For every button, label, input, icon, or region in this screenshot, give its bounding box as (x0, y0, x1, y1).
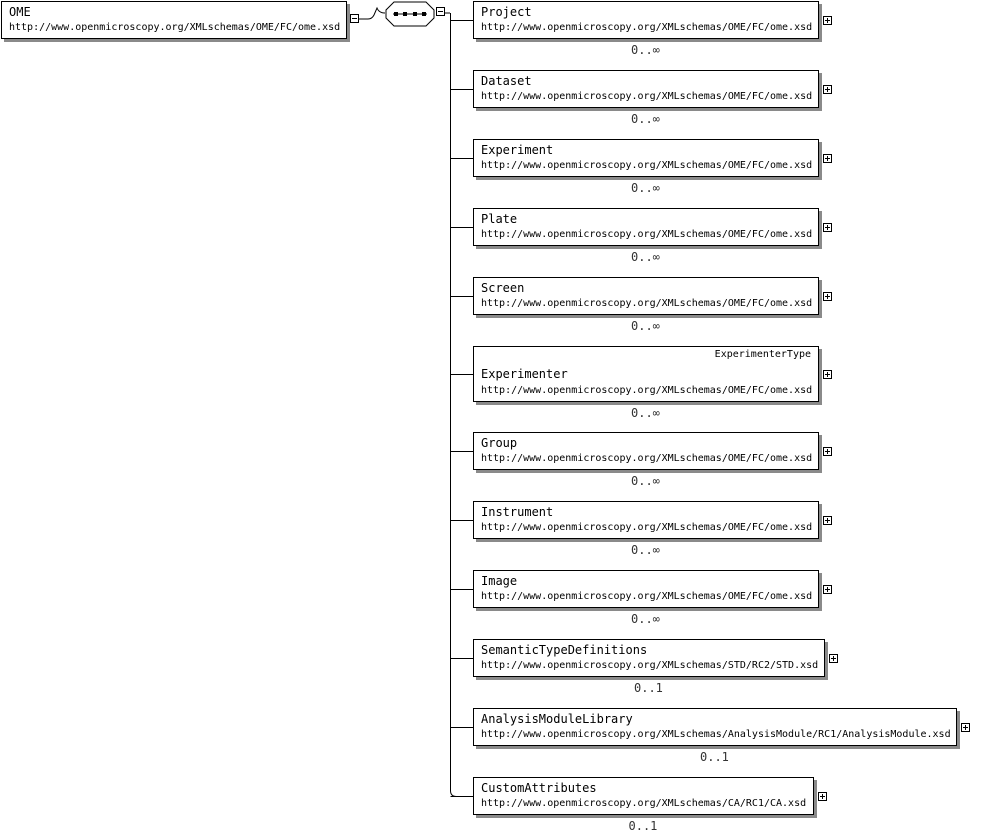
cardinality-label: 0..∞ (631, 406, 660, 420)
cardinality-label: 0..1 (634, 681, 663, 695)
element-box-image[interactable] (473, 570, 819, 608)
expand-plus-icon[interactable] (823, 154, 832, 163)
root-element-name: OME (9, 5, 31, 19)
element-namespace: http://www.openmicroscopy.org/XMLschemas/OME/FC/ome.xsd (481, 298, 813, 309)
element-box-dataset[interactable] (473, 70, 819, 108)
sequence-collapse-minus-icon[interactable] (436, 7, 445, 16)
element-namespace: http://www.openmicroscopy.org/XMLschemas/OME/FC/ome.xsd (481, 591, 813, 602)
element-box-experiment[interactable] (473, 139, 819, 177)
element-name: Screen (481, 281, 525, 295)
cardinality-label: 0..∞ (631, 543, 660, 557)
expand-plus-icon[interactable] (823, 370, 832, 379)
element-namespace: http://www.openmicroscopy.org/XMLschemas/OME/FC/ome.xsd (481, 22, 813, 33)
cardinality-label: 0..∞ (631, 319, 660, 333)
cardinality-label: 0..1 (700, 750, 729, 764)
element-box-analysismodulelibrary[interactable] (473, 708, 957, 746)
element-box-project[interactable] (473, 1, 819, 39)
element-name: AnalysisModuleLibrary (481, 712, 633, 726)
sequence-compositor-icon[interactable] (385, 1, 435, 27)
element-name: Experiment (481, 143, 554, 157)
element-box-screen[interactable] (473, 277, 819, 315)
expand-plus-icon[interactable] (829, 654, 838, 663)
expand-plus-icon[interactable] (961, 723, 970, 732)
expand-plus-icon[interactable] (823, 516, 832, 525)
cardinality-label: 0..∞ (631, 474, 660, 488)
element-namespace: http://www.openmicroscopy.org/XMLschemas/OME/FC/ome.xsd (481, 453, 813, 464)
expand-plus-icon[interactable] (823, 16, 832, 25)
element-namespace: http://www.openmicroscopy.org/XMLschemas/STD/RC2/STD.xsd (481, 660, 819, 671)
expand-plus-icon[interactable] (823, 85, 832, 94)
element-name: Plate (481, 212, 518, 226)
cardinality-label: 0..∞ (631, 181, 660, 195)
root-collapse-minus-icon[interactable] (350, 14, 359, 23)
element-name: Instrument (481, 505, 554, 519)
expand-plus-icon[interactable] (823, 447, 832, 456)
element-namespace: http://www.openmicroscopy.org/XMLschemas/AnalysisModule/RC1/AnalysisModule.xsd (481, 729, 951, 740)
element-name: Experimenter (481, 367, 568, 381)
cardinality-label: 0..1 (628, 819, 658, 833)
element-namespace: http://www.openmicroscopy.org/XMLschemas/OME/FC/ome.xsd (481, 160, 813, 171)
element-box-customattributes[interactable] (473, 777, 814, 815)
root-element-box[interactable] (1, 1, 347, 39)
element-box-plate[interactable] (473, 208, 819, 246)
element-namespace: http://www.openmicroscopy.org/XMLschemas/CA/RC1/CA.xsd (481, 798, 807, 809)
element-box-instrument[interactable] (473, 501, 819, 539)
element-name: CustomAttributes (481, 781, 597, 795)
cardinality-label: 0..∞ (631, 612, 660, 626)
element-namespace: http://www.openmicroscopy.org/XMLschemas/OME/FC/ome.xsd (481, 385, 813, 396)
element-name: Group (481, 436, 518, 450)
sequence-trunk-line (451, 13, 457, 797)
element-namespace: http://www.openmicroscopy.org/XMLschemas/OME/FC/ome.xsd (481, 229, 813, 240)
element-name: SemanticTypeDefinitions (481, 643, 648, 657)
expand-plus-icon[interactable] (823, 585, 832, 594)
element-namespace: http://www.openmicroscopy.org/XMLschemas/OME/FC/ome.xsd (481, 91, 813, 102)
element-box-experimenter[interactable] (473, 346, 819, 402)
root-element-namespace: http://www.openmicroscopy.org/XMLschemas/OME/FC/ome.xsd (9, 22, 341, 33)
element-box-semantictypedefinitions[interactable] (473, 639, 825, 677)
expand-plus-icon[interactable] (818, 792, 827, 801)
element-name: Dataset (481, 74, 532, 88)
cardinality-label: 0..∞ (631, 250, 660, 264)
element-type: ExperimenterType (714, 349, 811, 360)
cardinality-label: 0..∞ (631, 112, 660, 126)
root-to-sequence-connector (359, 8, 385, 19)
element-name: Project (481, 5, 532, 19)
element-box-group[interactable] (473, 432, 819, 470)
expand-plus-icon[interactable] (823, 223, 832, 232)
expand-plus-icon[interactable] (823, 292, 832, 301)
element-namespace: http://www.openmicroscopy.org/XMLschemas/OME/FC/ome.xsd (481, 522, 813, 533)
element-name: Image (481, 574, 518, 588)
cardinality-label: 0..∞ (631, 43, 660, 57)
